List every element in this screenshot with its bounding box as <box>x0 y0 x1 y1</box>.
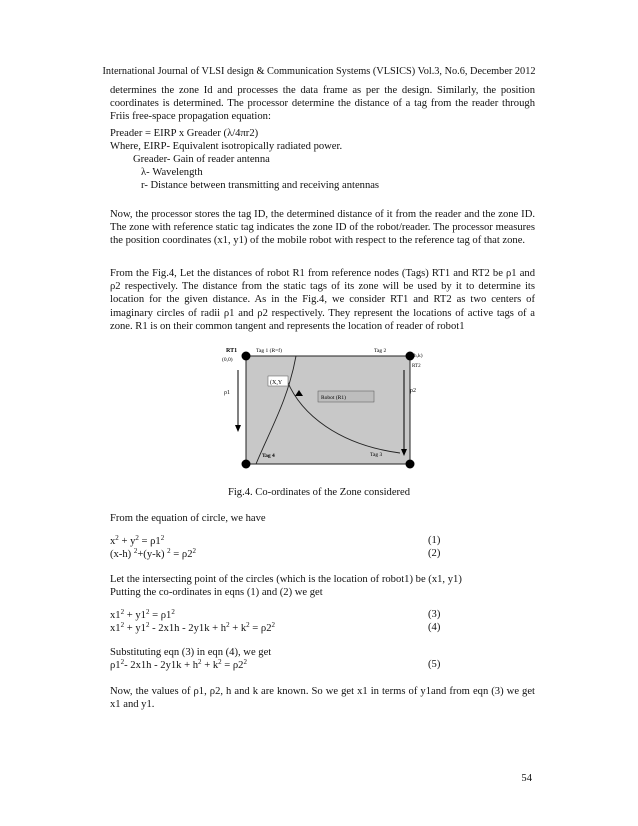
tag3-label: Tag 3 <box>370 452 383 458</box>
paragraph-storage: Now, the processor stores the tag ID, the determined distance of it from the reader and the zone ID. The zone with reference static tag indicates the zone ID of the robot/reader. The processor measures the position coordinates (x1, y1) of the mobile robot with respect to the reference tag of that zone. <box>110 209 535 247</box>
origin-label: (0,0) <box>222 357 233 363</box>
hk-label: (h,k) <box>412 353 423 359</box>
eq-number-1: (1) <box>428 535 441 546</box>
eq-putting: Putting the co-ordinates in eqns (1) and (2) we get <box>110 587 323 598</box>
eq-subst-intro: Substituting eqn (3) in eqn (4), we get <box>110 647 272 658</box>
eq-intro: From the equation of circle, we have <box>110 513 266 524</box>
friis-lambda: λ- Wavelength <box>141 167 203 178</box>
tag-3-node <box>406 460 415 469</box>
rho2-label: ρ2 <box>410 388 416 394</box>
tag2-label: Tag 2 <box>374 348 387 354</box>
rt2-label: RT2 <box>412 364 421 369</box>
tag1-label: Tag 1 (R=f) <box>256 348 282 354</box>
equation-5: $\rho 1^2-$ $2x1h - 2y1k + h^2 + k^2 = \rho 2^2$ <box>110 658 247 671</box>
friis-r: r- Distance between transmitting and receiving antennas <box>141 180 380 191</box>
zone-rectangle <box>246 356 410 464</box>
eq-number-2: (2) <box>428 548 441 559</box>
paragraph-fig-reference: From the Fig.4, Let the distances of robot R1 from reference nodes (Tags) RT1 and RT2 be ρ1 and ρ2 respectively. The distance from the static tags of its zone will be used by it to determine its location for the given distance. As in the Fig.4, we consider RT1 and RT2 as two centers of imaginary circles of radii ρ1 and ρ2 respectively. They represent the locations of active tags of a zone. R1 is on their common tangent and represents the location of reader of robot1 <box>110 268 535 332</box>
tag-1-node <box>242 352 251 361</box>
zone-figure <box>200 340 436 474</box>
equation-3: $x1^2 + y1^2 = \rho 1^2$ <box>110 608 175 621</box>
paragraph-final: Now, the values of ρ1, ρ2, h and k are known. So we get x1 in terms of y1and from eqn (3) we get x1 and y1. <box>110 686 535 711</box>
friis-greader: Greader- Gain of reader antenna <box>133 154 270 165</box>
running-header: International Journal of VLSI design & Communication Systems (VLSICS) Vol.3, No.6, December 2012 <box>102 66 536 77</box>
xy-label: (X,Y <box>270 380 283 386</box>
figure-caption: Fig.4. Co-ordinates of the Zone considered <box>227 487 411 498</box>
eq-number-5: (5) <box>428 659 441 670</box>
page-number: 54 <box>521 773 532 784</box>
friis-equation: Preader = EIRP x Greader (λ/4πr2) <box>110 128 259 139</box>
friis-where: Where, EIRP- Equivalent isotropically radiated power. <box>110 141 343 152</box>
equation-2: (x-h) $^2$+(y-k) $^2 = \rho 2^2$ <box>110 547 196 560</box>
tag4-label: Tag 4 <box>262 453 275 459</box>
tag-4-node <box>242 460 251 469</box>
rho1-arrowhead <box>235 425 241 432</box>
eq-number-3: (3) <box>428 609 441 620</box>
eq-number-4: (4) <box>428 622 441 633</box>
eq-intersect: Let the intersecting point of the circles (which is the location of robot1) be (x1, y1) <box>110 574 462 585</box>
rho1-label: ρ1 <box>224 390 230 396</box>
equation-1: $x^2 + y^2 = \rho 1^2$ <box>110 534 165 547</box>
paragraph-intro: determines the zone Id and processes the data frame as per the design. Similarly, the position coordinates is determined. The processor determine the distance of a tag from the reader through Friis free-space propagation equation: <box>110 85 535 123</box>
equation-4: $x1^2 + y1^2 - 2x1h - 2y1k + h^2 + k^2 = \rho 2^2$ <box>110 621 275 634</box>
robot-label: Robot (R1) <box>321 395 346 401</box>
rt1-label: RT1 <box>226 348 238 354</box>
